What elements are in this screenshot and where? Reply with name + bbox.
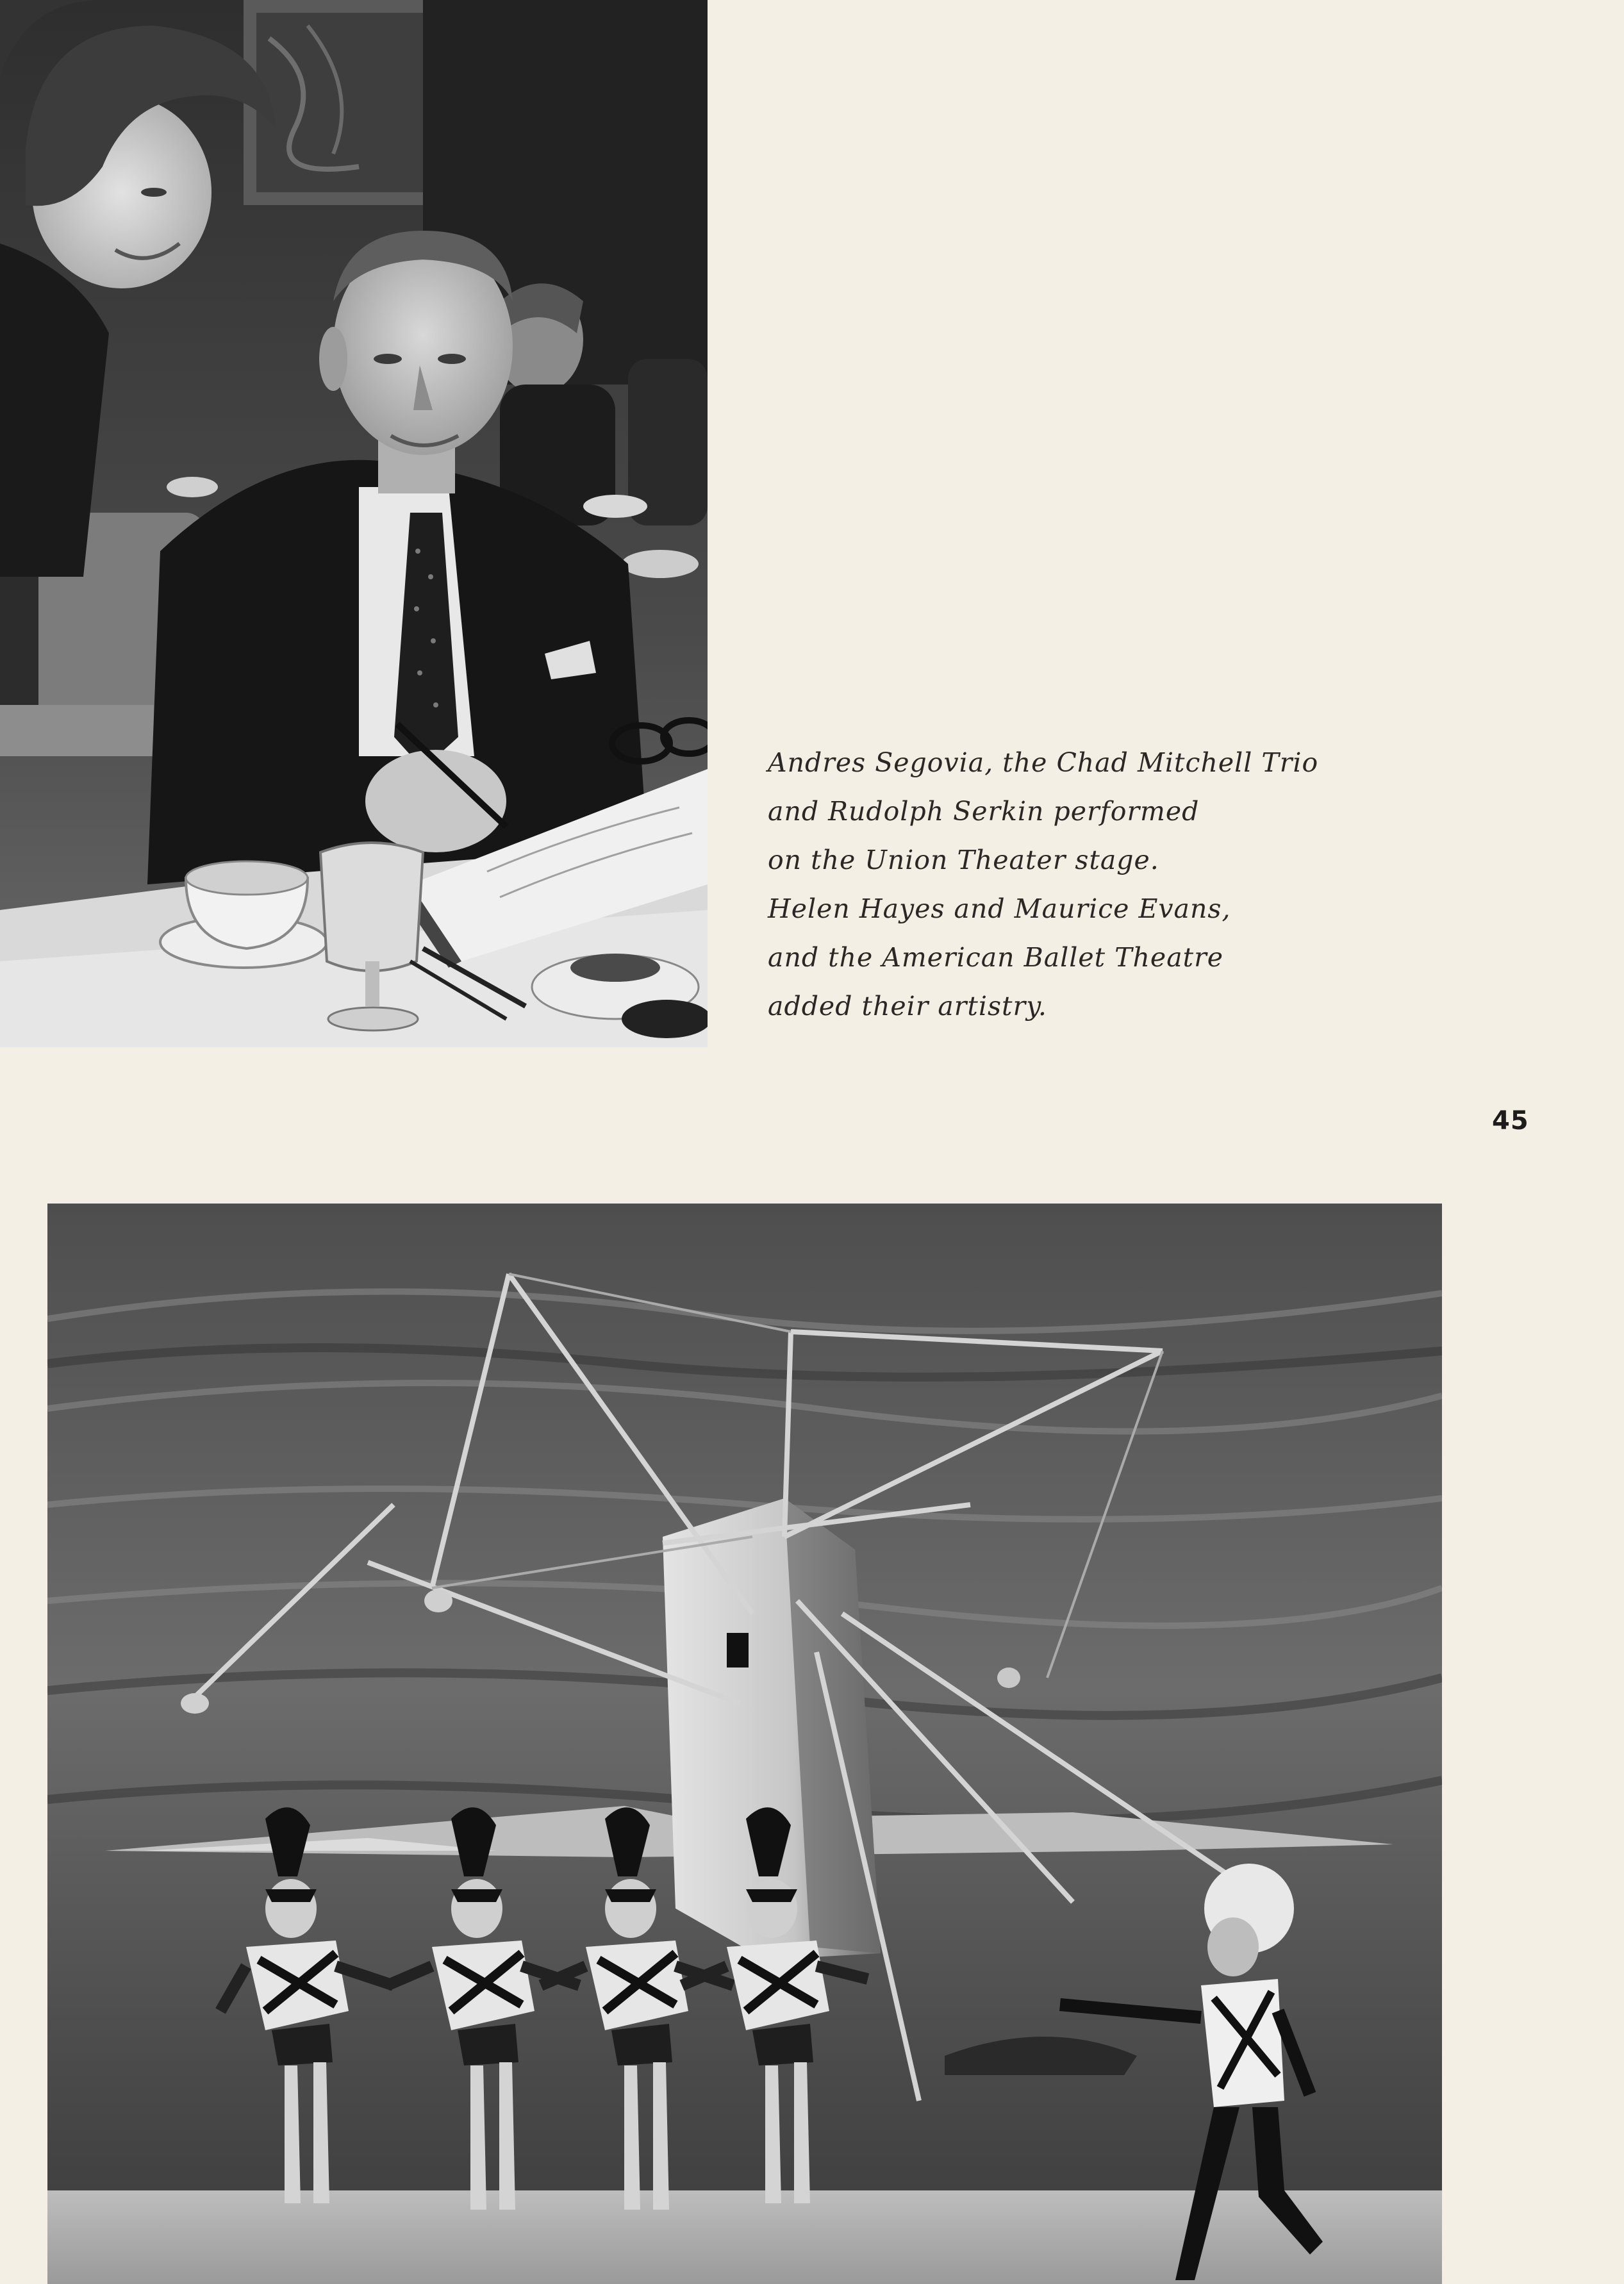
page-number: 45 xyxy=(1492,1106,1529,1136)
photo-man-at-table xyxy=(0,0,708,1047)
caption-line: Andres Segovia, the Chad Mitchell Trio xyxy=(768,747,1319,778)
caption-line: and the American Ballet Theatre xyxy=(768,942,1223,973)
caption-line: on the Union Theater stage. xyxy=(768,845,1159,875)
caption-line: Helen Hayes and Maurice Evans, xyxy=(768,893,1231,924)
photo-caption xyxy=(768,738,1409,1030)
caption-line: and Rudolph Serkin performed xyxy=(768,796,1200,827)
photo-ballet-stage xyxy=(47,1204,1442,2284)
caption-line: added their artistry. xyxy=(768,991,1047,1022)
